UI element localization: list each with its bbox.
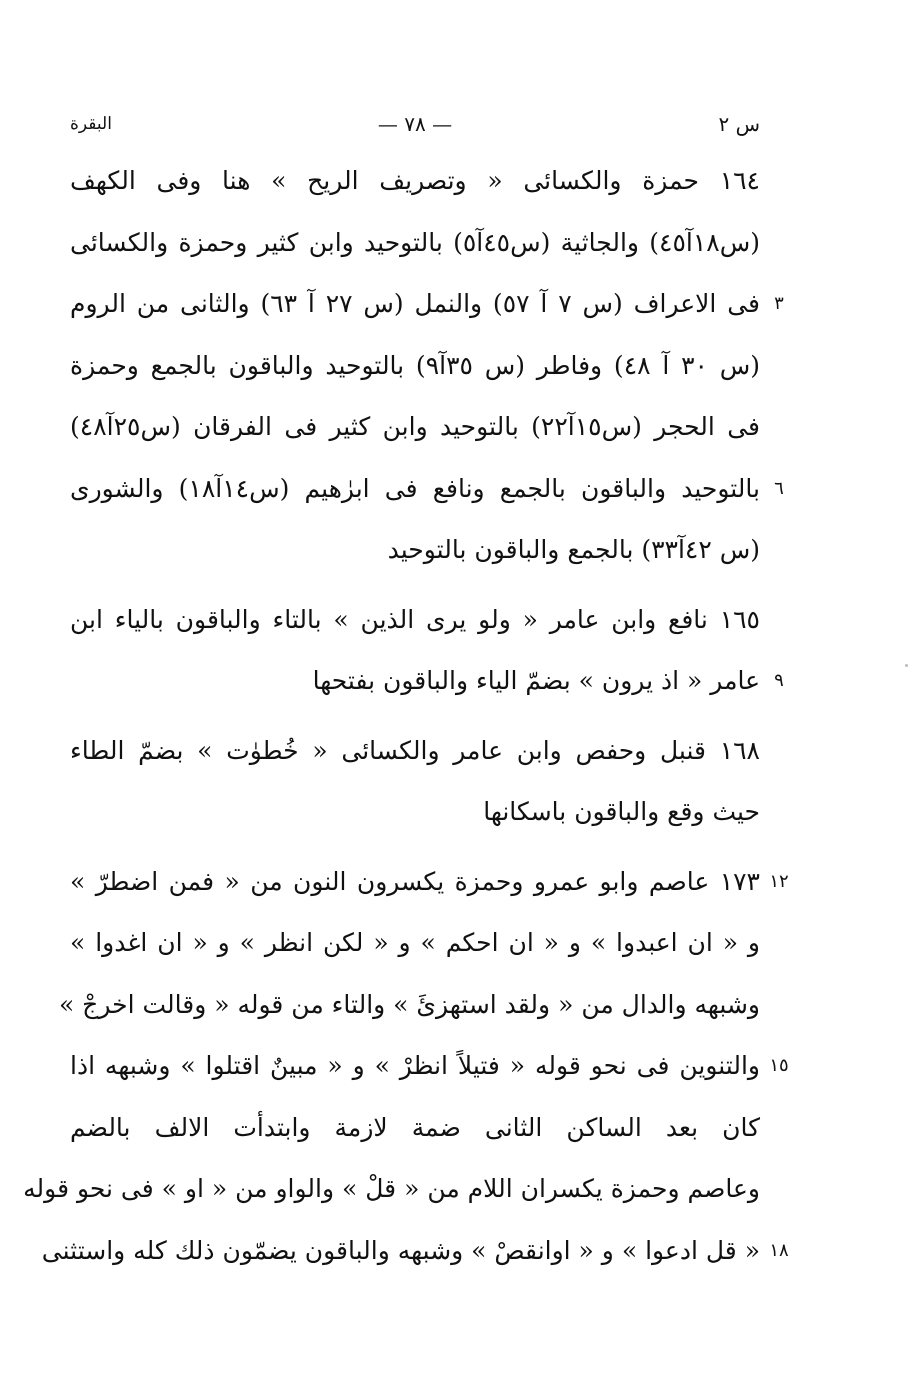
text-line (70, 335, 760, 397)
page-body (23, 150, 789, 1281)
paragraph-gap (70, 712, 760, 720)
line-text: و « ان اعبدوا » و « ان احكم » و « لكن انظر » و « ان اغدوا » (70, 928, 760, 957)
chapter-marker: س ٢ (718, 112, 760, 136)
scan-speck (905, 664, 908, 667)
text-line (70, 396, 760, 458)
text-line (70, 212, 760, 274)
line-text: فى الحجر (س١٥آ٢٢) بالتوحيد وابن كثير فى الفرقان (س٢٥آ٤٨) (70, 412, 760, 441)
text-line (70, 589, 760, 651)
text-line (70, 781, 760, 843)
text-line (70, 458, 784, 520)
page-number: — ٧٨ — (377, 112, 453, 136)
line-text: ١٧٣ عاصم وابو عمرو وحمزة يكسرون النون من « فمن اضطرّ » (70, 866, 760, 896)
text-line (70, 720, 760, 782)
text-line (70, 650, 784, 712)
text-line (70, 851, 789, 913)
paragraph-gap (70, 581, 760, 589)
text-line (70, 1035, 789, 1097)
line-text: حيث وقع والباقون باسكانها (483, 797, 760, 826)
line-text: عامر « اذ يرون » بضمّ الياء والباقون بفتحها (312, 666, 760, 695)
line-text: ١٦٨ قنبل وحفص وابن عامر والكسائى « خُطوٰت » بضمّ الطاء (70, 735, 760, 765)
line-text: (س١٨آ٤٥) والجاثية (س٤٥آ٥) بالتوحيد وابن كثير وحمزة والكسائى (70, 227, 760, 257)
text-line (70, 912, 760, 974)
paragraph-gap (70, 843, 760, 851)
line-text: (س ٣٠ آ ٤٨) وفاطر (س ٣٥آ٩) بالتوحيد والباقون بالجمع وحمزة (70, 350, 761, 380)
text-line (41, 1220, 789, 1282)
line-text: (س ٤٢آ٣٣) بالجمع والباقون بالتوحيد (387, 535, 760, 564)
line-text: ١٦٤ حمزة والكسائى « وتصريف الريح » هنا وفى الكهف (70, 166, 760, 195)
line-number: ١٥ (769, 1055, 789, 1076)
line-text: كان بعد الساكن الثانى ضمة لازمة وابتدأت الالف بالضم (70, 1112, 760, 1142)
line-number: ١٨ (769, 1239, 789, 1261)
line-text: ١٦٥ نافع وابن عامر « ولو يرى الذين » بالتاء والباقون بالياء ابن (70, 604, 760, 634)
text-line (58, 974, 760, 1036)
line-text: والتنوين فى نحو قوله « فتيلاً انظرْ » و « مبينٌ اقتلوا » وشبهه اذا (70, 1051, 760, 1080)
text-line (70, 1097, 760, 1159)
line-number: ٩ (774, 670, 784, 691)
surah-title: البقرة (70, 114, 112, 134)
line-number: ٣ (774, 293, 784, 314)
text-line (70, 273, 784, 335)
line-number: ٦ (774, 477, 784, 499)
line-number: ١٢ (769, 870, 789, 892)
text-line (70, 519, 760, 581)
line-text: بالتوحيد والباقون بالجمع ونافع فى ابرٰهيم (س١٤آ١٨) والشورى (70, 473, 760, 503)
line-text: وشبهه والدال من « ولقد استهزئَ » والتاء من قوله « وقالت اخرجْ » (58, 989, 760, 1019)
line-text: « قل ادعوا » و « اوانقصْ » وشبهه والباقون يضمّون ذلك كله واستثنى (41, 1235, 760, 1265)
text-line (23, 1158, 760, 1220)
line-text: وعاصم وحمزة يكسران اللام من « قلْ » والواو من « او » فى نحو قوله (23, 1174, 760, 1203)
page-header (70, 112, 760, 148)
text-line (70, 150, 760, 212)
line-text: فى الاعراف (س ٧ آ ٥٧) والنمل (س ٢٧ آ ٦٣) والثانى من الروم (70, 289, 760, 318)
